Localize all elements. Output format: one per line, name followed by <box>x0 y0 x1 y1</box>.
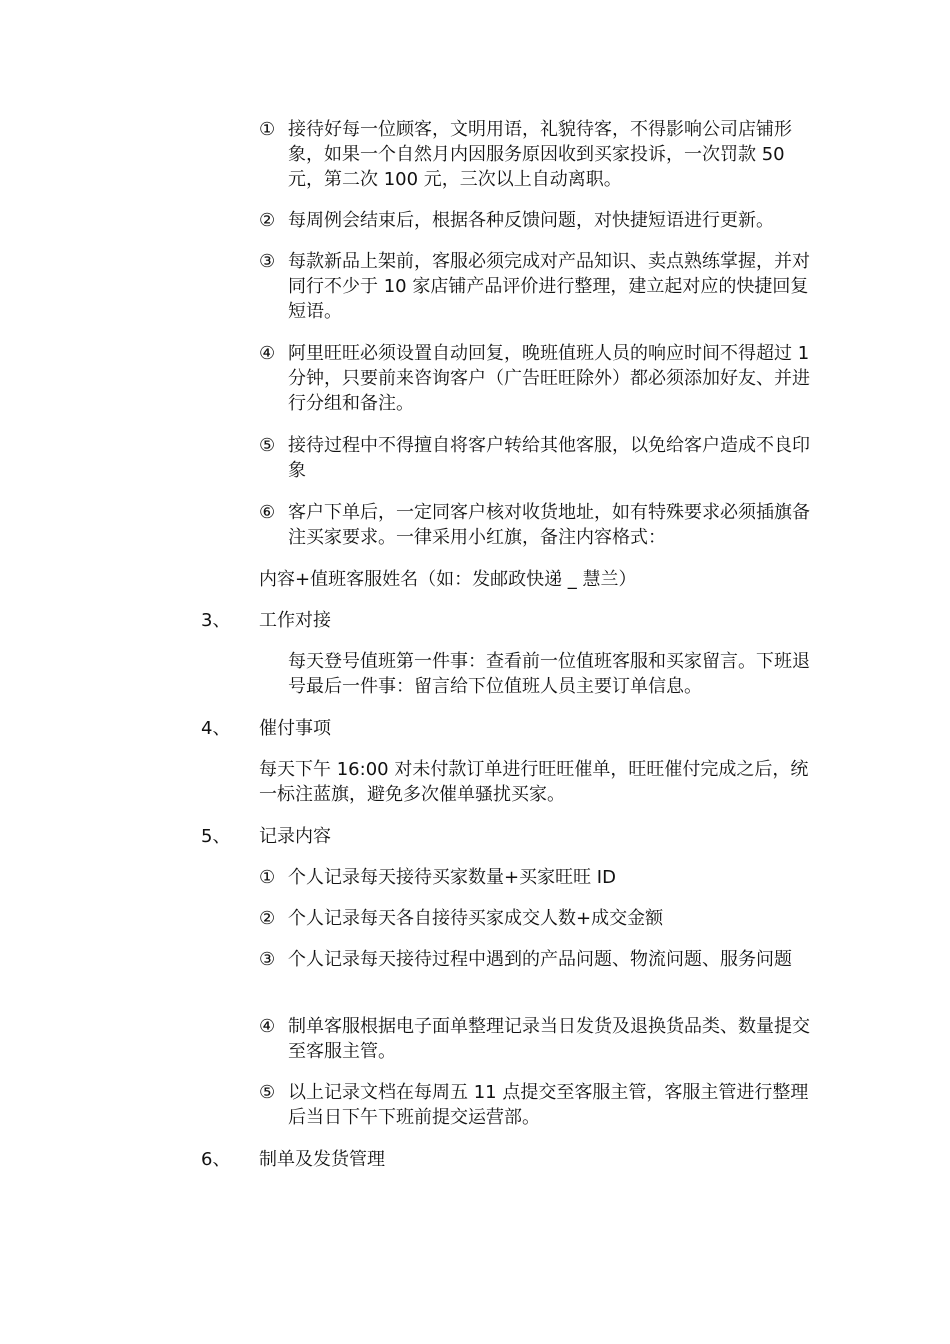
section-number: 6、 <box>201 1149 231 1170</box>
list-marker: ③ <box>259 251 276 272</box>
list-item-text: 每周例会结束后，根据各种反馈问题，对快捷短语进行更新。 <box>288 210 774 231</box>
section-title: 记录内容 <box>259 826 331 847</box>
list-item-text: 制单客服根据电子面单整理记录当日发货及退换货品类、数量提交至客服主管。 <box>288 1016 810 1062</box>
list-item-text: 个人记录每天接待买家数量+买家旺旺 ID <box>288 867 616 888</box>
list-item-text: 个人记录每天接待过程中遇到的产品问题、物流问题、服务问题 <box>288 949 792 970</box>
list-marker: ⑤ <box>259 1082 276 1103</box>
list-item-text: 每款新品上架前，客服必须完成对产品知识、卖点熟练掌握，并对同行不少于 10 家店铺产品评价进行整理，建立起对应的快捷回复短语。 <box>288 251 810 322</box>
list-item <box>259 1080 811 1130</box>
list-item <box>259 117 811 192</box>
list-item <box>259 249 811 324</box>
section-title: 工作对接 <box>259 610 331 631</box>
list-item <box>259 208 811 233</box>
list-marker: ⑤ <box>259 435 276 456</box>
section-number: 4、 <box>201 718 231 739</box>
list-item <box>259 947 811 972</box>
list-item-text: 接待过程中不得擅自将客户转给其他客服，以免给客户造成不良印象 <box>288 435 810 481</box>
list-marker: ④ <box>259 343 276 364</box>
list-marker: ④ <box>259 1016 276 1037</box>
list-item-text: 以上记录文档在每周五 11 点提交至客服主管，客服主管进行整理后当日下午下班前提交运营部。 <box>288 1082 809 1128</box>
list-item <box>259 1014 811 1064</box>
section-title: 催付事项 <box>259 718 331 739</box>
list-item <box>259 500 811 550</box>
list-item <box>259 865 811 890</box>
list-marker: ① <box>259 119 276 140</box>
list-item <box>259 906 811 931</box>
list-item <box>259 341 811 416</box>
list-marker: ⑥ <box>259 502 276 523</box>
list-marker: ② <box>259 908 276 929</box>
list-marker: ③ <box>259 949 276 970</box>
payment-reminder-paragraph: 每天下午 16:00 对未付款订单进行旺旺催单，旺旺催付完成之后，统一标注蓝旗，避免多次催单骚扰买家。 <box>259 759 809 805</box>
list-item <box>259 433 811 483</box>
list-item-text: 个人记录每天各自接待买家成交人数+成交金额 <box>288 908 664 929</box>
list-item-text: 阿里旺旺必须设置自动回复，晚班值班人员的响应时间不得超过 1 分钟，只要前来咨询客户（广告旺旺除外）都必须添加好友、并进行分组和备注。 <box>288 343 810 414</box>
list-item-text: 客户下单后，一定同客户核对收货地址，如有特殊要求必须插旗备注买家要求。一律采用小红旗，备注内容格式： <box>288 502 810 548</box>
section-title: 制单及发货管理 <box>259 1149 385 1170</box>
work-handover-paragraph: 每天登号值班第一件事：查看前一位值班客服和买家留言。下班退号最后一件事：留言给下位值班人员主要订单信息。 <box>288 651 810 697</box>
section-number: 3、 <box>201 610 231 631</box>
section-number: 5、 <box>201 826 231 847</box>
list-item-text: 接待好每一位顾客，文明用语，礼貌待客，不得影响公司店铺形象，如果一个自然月内因服务原因收到买家投诉，一次罚款 50 元，第二次 100 元，三次以上自动离职。 <box>288 119 792 190</box>
note-format-line: 内容+值班客服姓名（如：发邮政快递 _ 慧兰） <box>259 569 637 590</box>
list-marker: ② <box>259 210 276 231</box>
list-marker: ① <box>259 867 276 888</box>
